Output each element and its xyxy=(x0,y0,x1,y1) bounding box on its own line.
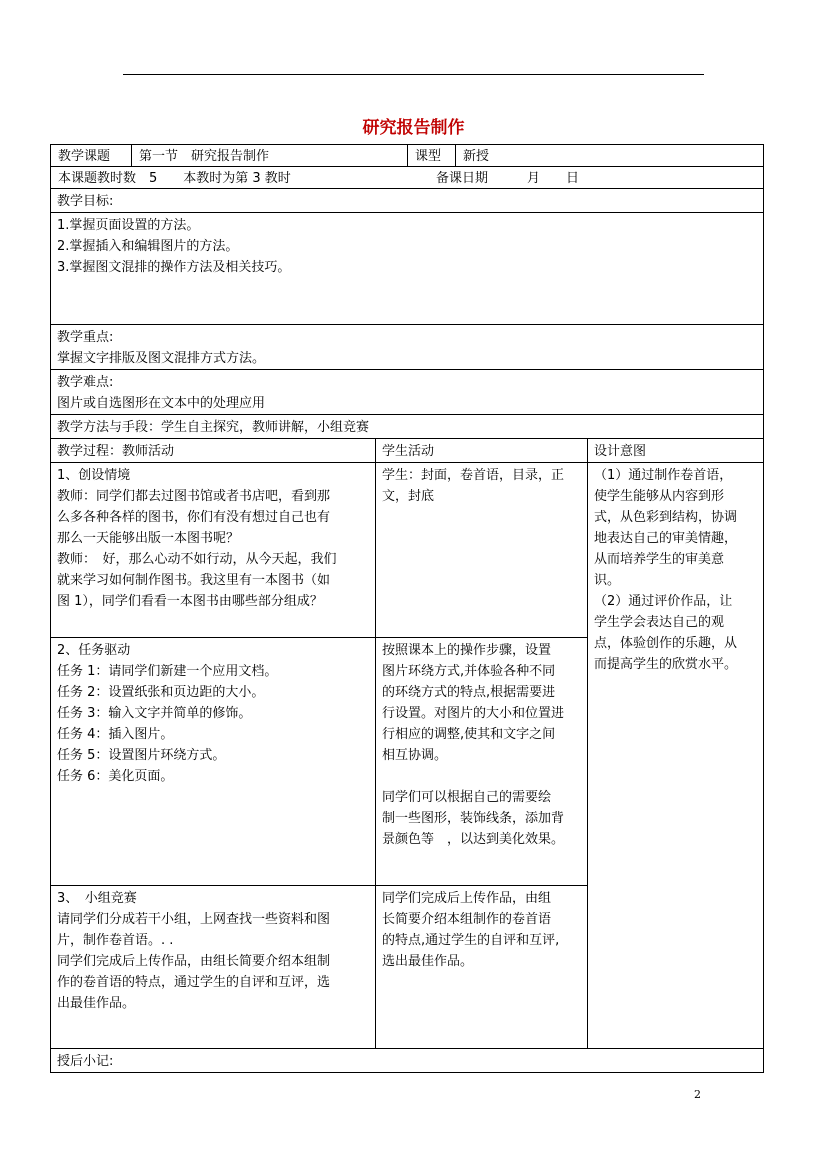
section3-teacher xyxy=(51,886,376,1049)
teaching-methods: 教学方法与手段：学生自主探究，教师讲解，小组竞赛 xyxy=(51,415,764,439)
header-rule xyxy=(123,74,704,75)
section3-heading: 3、 小组竞赛 xyxy=(57,891,137,906)
text-line: 的特点,通过学生的自评和互评, xyxy=(382,933,560,948)
text-line: 教师： 好，那么心动不如行动，从今天起，我们 xyxy=(57,552,337,567)
task-item: 任务 4：插入图片。 xyxy=(57,727,174,742)
text-line: 同学们可以根据自己的需要绘 xyxy=(382,790,552,805)
text-line: 制一些图形，装饰线条，添加背 xyxy=(382,811,565,826)
text-line: 片，制作卷首语。. . xyxy=(57,933,174,948)
teacher-activity-header: 教学过程：教师活动 xyxy=(51,439,376,463)
objectives-list xyxy=(51,213,764,325)
difficulties-label: 教学难点: xyxy=(57,375,114,390)
section2-teacher xyxy=(51,638,376,886)
text-line: 作的卷首语的特点，通过学生的自评和互评，选 xyxy=(57,975,331,990)
key-points-text: 掌握文字排版及图文混排方式方法。 xyxy=(57,351,266,366)
text-line: 从而培养学生的审美意 xyxy=(594,552,725,567)
text-line: 图片环绕方式,并体验各种不同 xyxy=(382,664,556,679)
text-line: （1）通过制作卷首语， xyxy=(594,468,733,483)
key-points-label: 教学重点: xyxy=(57,330,114,345)
text-line: 使学生能够从内容到形 xyxy=(594,489,725,504)
text-line: 而提高学生的欣赏水平。 xyxy=(594,657,738,672)
text-line: 同学们完成后上传作品，由组长简要介绍本组制 xyxy=(57,954,331,969)
text-line: 行设置。对图片的大小和位置进 xyxy=(382,706,565,721)
task-item: 任务 6：美化页面。 xyxy=(57,769,174,784)
text-line: （2）通过评价作品，让 xyxy=(594,594,733,609)
text-line: 教师：同学们都去过图书馆或者书店吧，看到那 xyxy=(57,489,331,504)
text-line: 相互协调。 xyxy=(382,748,448,763)
text-line: 景颜色等 ，以达到美化效果。 xyxy=(382,832,565,847)
task-item: 任务 5：设置图片环绕方式。 xyxy=(57,748,226,763)
text-line: 出最佳作品。 xyxy=(57,996,136,1011)
design-intent-header: 设计意图 xyxy=(588,439,764,463)
text-line: 请同学们分成若干小组，上网查找一些资料和图 xyxy=(57,912,331,927)
page-number: 2 xyxy=(694,1088,701,1101)
afterword-label: 授后小记: xyxy=(51,1049,764,1073)
text-line: 学生：封面，卷首语，目录，正 xyxy=(382,468,565,483)
text-line: 选出最佳作品。 xyxy=(382,954,474,969)
section2-heading: 2、任务驱动 xyxy=(57,643,131,658)
lesson-type-label: 课型 xyxy=(408,145,456,166)
lesson-type-value: 新授 xyxy=(463,149,490,164)
task-item: 任务 1：请同学们新建一个应用文档。 xyxy=(57,664,278,679)
text-line: 式，从色彩到结构，协调 xyxy=(594,510,738,525)
section1-heading: 1、创设情境 xyxy=(57,468,131,483)
text-line: 点，体验创作的乐趣，从 xyxy=(594,636,738,651)
text-line: 行相应的调整,使其和文字之间 xyxy=(382,727,556,742)
text-line: 学生学会表达自己的观 xyxy=(594,615,725,630)
task-item: 任务 2：设置纸张和页边距的大小。 xyxy=(57,685,265,700)
section3-student xyxy=(376,886,588,1049)
key-points xyxy=(51,325,764,370)
objective-item: 3.掌握图文混排的操作方法及相关技巧。 xyxy=(57,260,291,275)
prep-date: 备课日期 月 日 xyxy=(436,171,580,186)
text-line: 长简要介绍本组制作的卷首语 xyxy=(382,912,552,927)
text-line: 就来学习如何制作图书。我这里有一本图书（如 xyxy=(57,573,331,588)
text-line: 文，封底 xyxy=(382,489,435,504)
student-activity-header: 学生活动 xyxy=(376,439,588,463)
text-line: 地表达自己的审美情趣， xyxy=(594,531,738,546)
section2-student xyxy=(376,638,588,886)
text-line: 按照课本上的操作步骤，设置 xyxy=(382,643,552,658)
text-line: 么多各种各样的图书，你们有没有想过自己也有 xyxy=(57,510,331,525)
topic-value: 第一节 研究报告制作 xyxy=(132,145,408,166)
objectives-label: 教学目标: xyxy=(51,189,764,213)
text-line: 的环绕方式的特点,根据需要进 xyxy=(382,685,556,700)
difficulties-text: 图片或自选图形在文本中的处理应用 xyxy=(57,396,266,411)
objective-item: 1.掌握页面设置的方法。 xyxy=(57,218,200,233)
task-item: 任务 3：输入文字并简单的修饰。 xyxy=(57,706,252,721)
text-line: 图 1），同学们看看一本图书由哪些部分组成？ xyxy=(57,594,323,609)
difficulties xyxy=(51,370,764,415)
text-line: 同学们完成后上传作品，由组 xyxy=(382,891,552,906)
spacer xyxy=(382,766,582,787)
section1-teacher xyxy=(51,463,376,638)
class-hours: 本课题教时数 5 本教时为第 3 教时 xyxy=(58,171,291,186)
page-title: 研究报告制作 xyxy=(362,118,465,138)
text-line: 那么一天能够出版一本图书呢？ xyxy=(57,531,240,546)
design-intent xyxy=(588,463,764,1049)
objective-item: 2.掌握插入和编辑图片的方法。 xyxy=(57,239,239,254)
section1-student xyxy=(376,463,588,638)
topic-label: 教学课题 xyxy=(51,145,132,166)
lesson-plan-table xyxy=(50,144,764,1073)
text-line: 识。 xyxy=(594,573,621,588)
